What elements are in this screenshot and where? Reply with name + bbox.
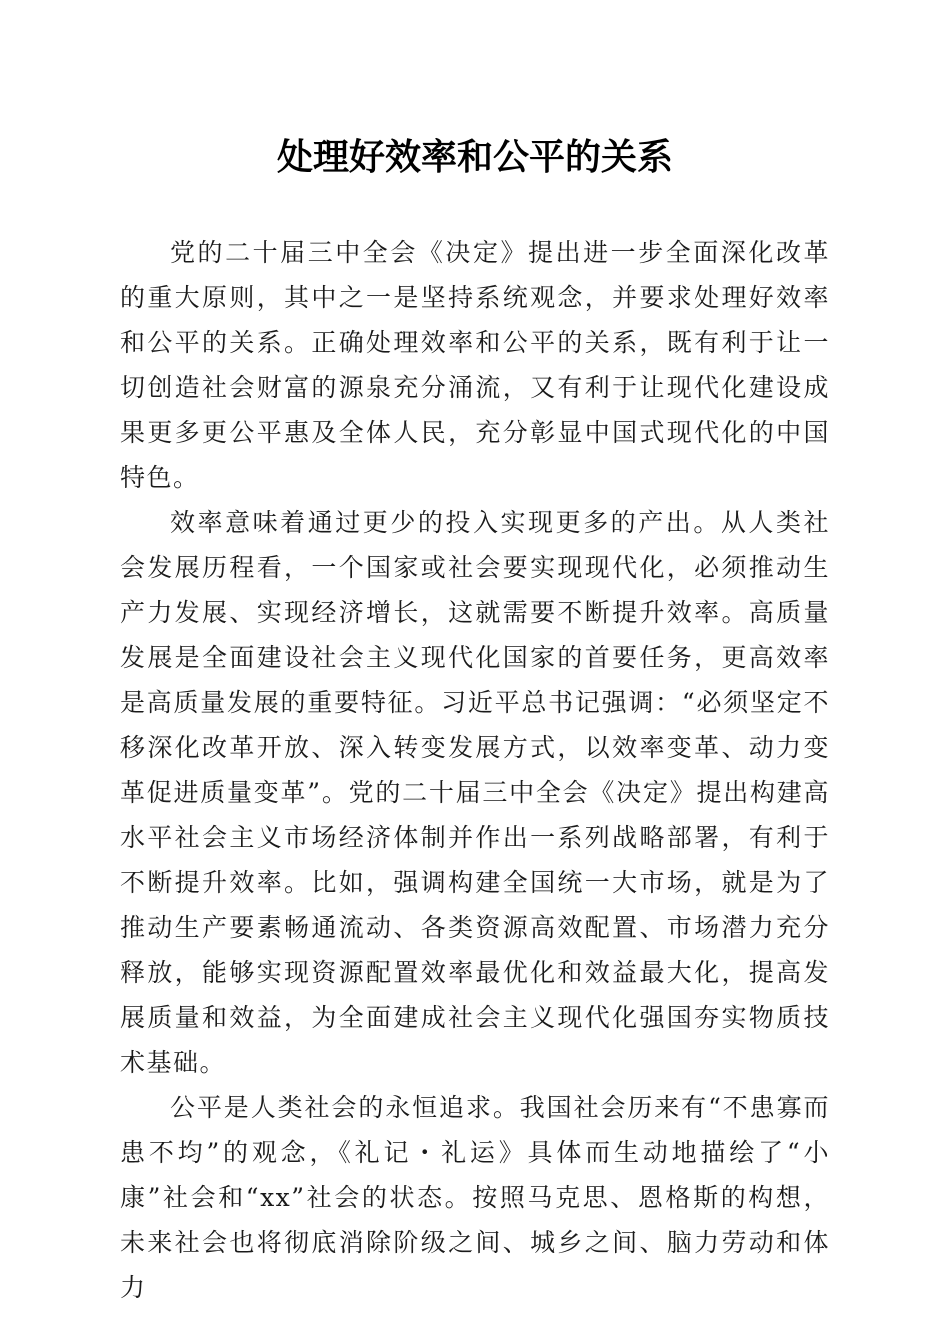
- document-body: [120, 230, 830, 1310]
- document-title: 处理好效率和公平的关系: [276, 136, 673, 178]
- paragraph-2: 效率意味着通过更少的投入实现更多的产出。从人类社会发展历程看，一个国家或社会要实现现代化，必须推动生产力发展、实现经济增长，这就需要不断提升效率。高质量发展是全面建设社会主义现代化国家的首要任务，更高效率是高质量发展的重要特征。习近平总书记强调：“必须坚定不移深化改革开放、深入转变发展方式，以效率变革、动力变革促进质量变革”。党的二十届三中全会《决定》提出构建高水平社会主义市场经济体制并作出一系列战略部署，有利于不断提升效率。比如，强调构建全国统一大市场，就是为了推动生产要素畅通流动、各类资源高效配置、市场潜力充分释放，能够实现资源配置效率最优化和效益最大化，提高发展质量和效益，为全面建成社会主义现代化强国夯实物质技术基础。: [120, 508, 830, 1077]
- paragraph-3: 公平是人类社会的永恒追求。我国社会历来有“不患寡而患不均”的观念，《礼记・礼运》具体而生动地描绘了“小康”社会和“xx”社会的状态。按照马克思、恩格斯的构想，未来社会也将彻底消除阶级之间、城乡之间、脑力劳动和体力: [120, 1093, 830, 1302]
- paragraph-1: 党的二十届三中全会《决定》提出进一步全面深化改革的重大原则，其中之一是坚持系统观念，并要求处理好效率和公平的关系。正确处理效率和公平的关系，既有利于让一切创造社会财富的源泉充分涌流，又有利于让现代化建设成果更多更公平惠及全体人民，充分彰显中国式现代化的中国特色。: [120, 238, 830, 492]
